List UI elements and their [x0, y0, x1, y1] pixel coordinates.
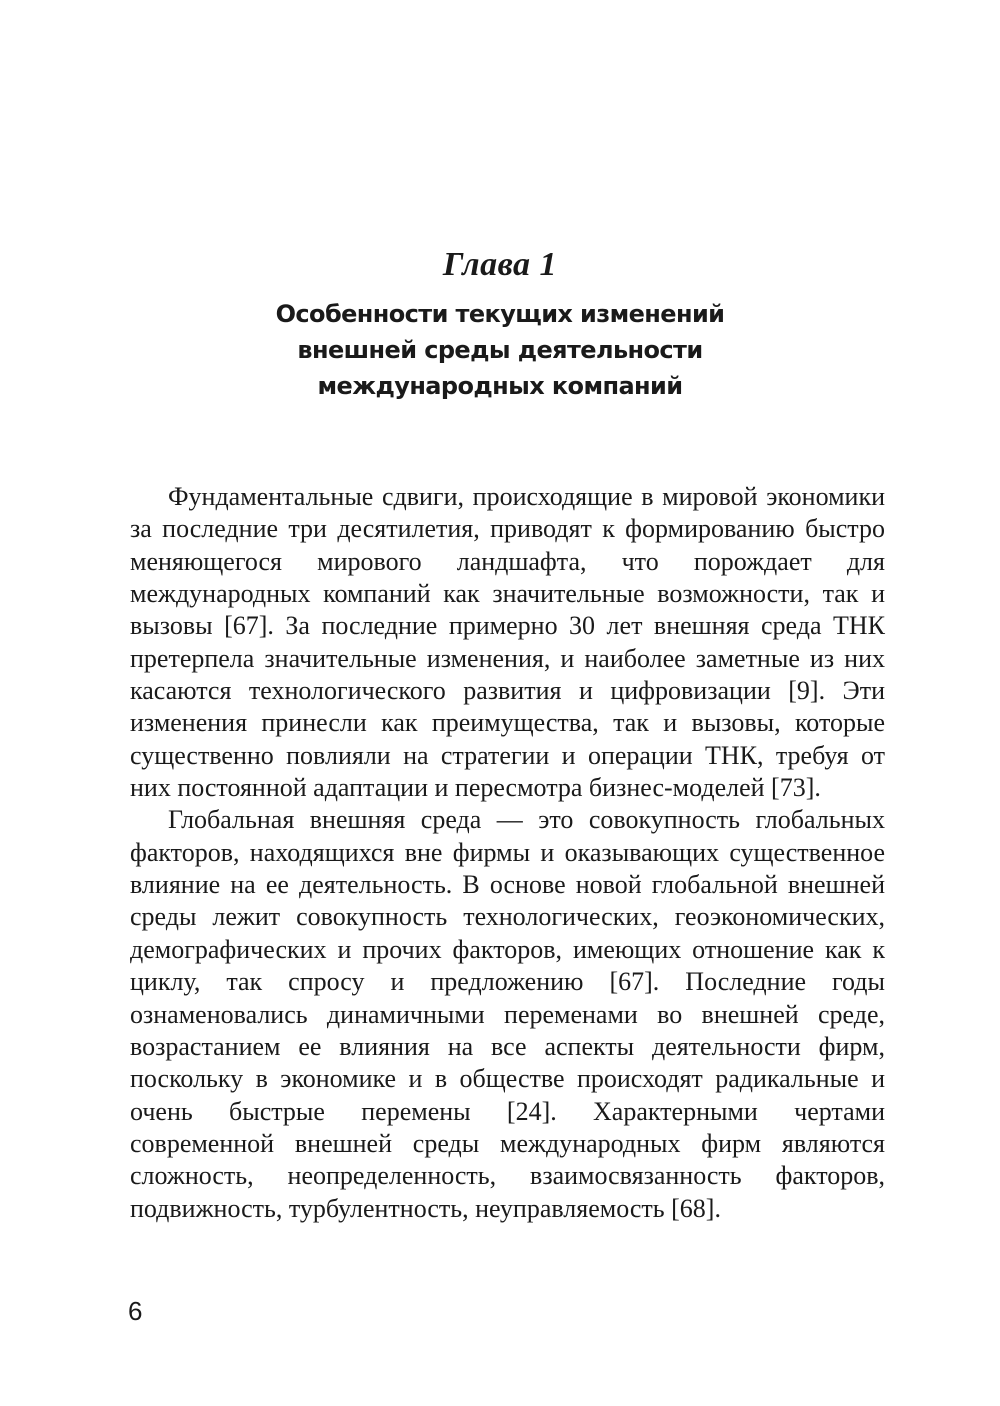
paragraph: Глобальная внешняя среда — это совокупность глобальных факторов, находящихся вне фирмы и оказывающих существенное влияние на ее деятельность. В основе новой глобальной внешней среды лежит совокупность технологических, геоэкономических, демографических и прочих факторов, имеющих отношение как к циклу, так спросу и предложению [67]. Последние годы ознаменовались динамичными переменами во внешней среде, возрастанием ее влияния на все аспекты деятельности фирм, поскольку в экономике и в обществе происходят радикальные и очень быстрые перемены [24]. Характерными чертами современной внешней среды международных фирм являются сложность, неопределенность, взаимосвязанность факторов, подвижность, турбулентность, неуправляемость [68].: [130, 805, 885, 1223]
body-text: [130, 481, 885, 1225]
page-number: 6: [128, 1296, 143, 1326]
chapter-title-line: международных компаний: [317, 372, 683, 400]
chapter-title-line: Особенности текущих изменений: [275, 300, 725, 328]
chapter-title: [150, 296, 850, 404]
chapter-title-line: внешней среды деятельности: [297, 336, 703, 364]
chapter-label: Глава 1: [442, 246, 558, 283]
paragraph: Фундаментальные сдвиги, происходящие в мировой экономики за последние три десятилетия, приводят к формированию быстро меняющегося мирового ландшафта, что порождает для международных компаний как значительные возможности, так и вызовы [67]. За последние примерно 30 лет внешняя среда ТНК претерпела значительные изменения, и наиболее заметные из них касаются технологического развития и цифровизации [9]. Эти изменения принесли как преимущества, так и вызовы, которые существенно повлияли на стратегии и операции ТНК, требуя от них постоянной адаптации и пересмотра бизнес-моделей [73].: [130, 482, 885, 803]
